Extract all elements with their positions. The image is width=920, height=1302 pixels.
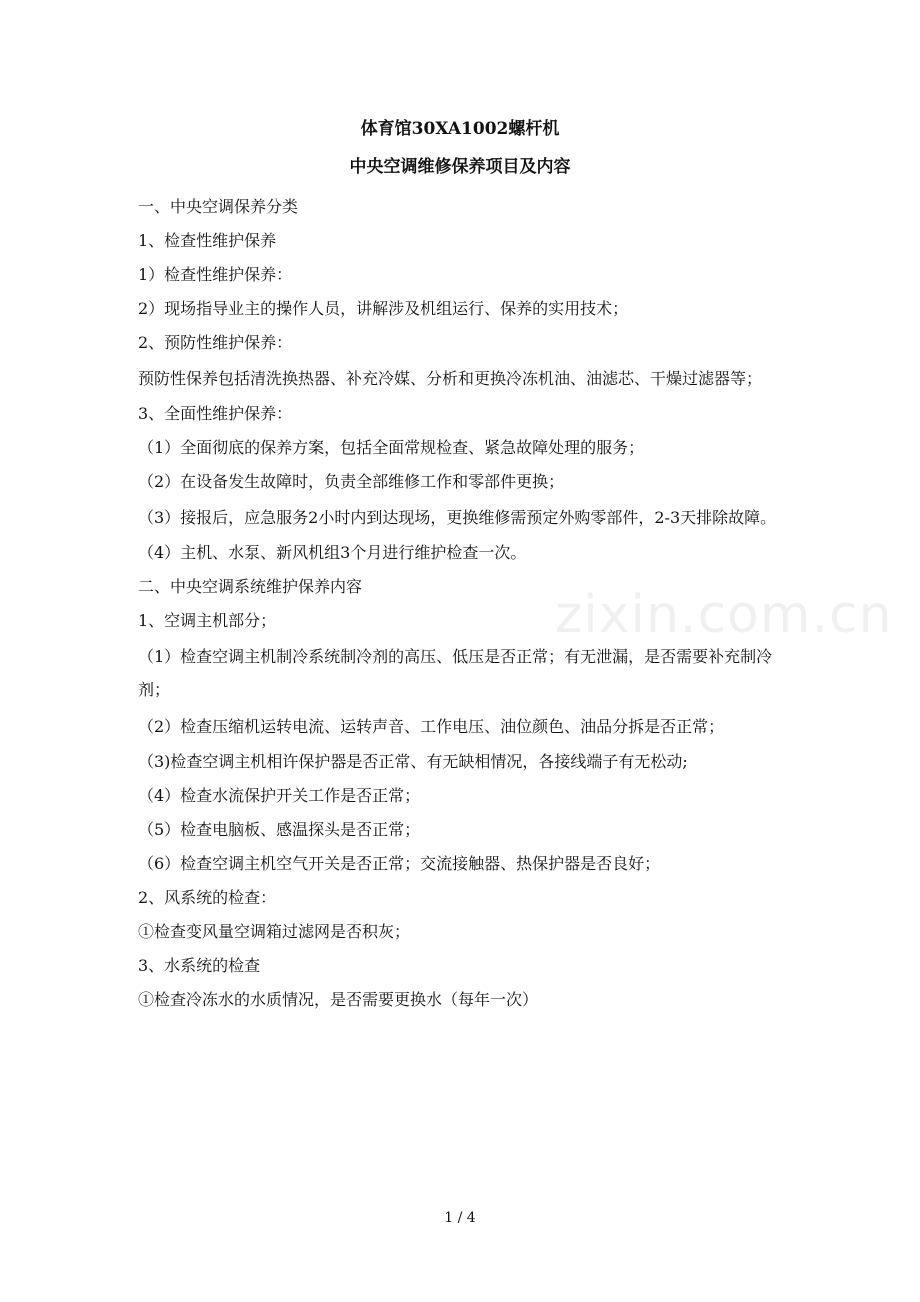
section-heading: 一、中央空调保养分类 <box>138 197 299 216</box>
subsection-heading: 1、检查性维护保养 <box>138 231 277 250</box>
page-number: 1 / 4 <box>444 1210 476 1226</box>
subsection-heading: 3、全面性维护保养： <box>138 404 293 423</box>
list-item: ①检查冷冻水的水质情况，是否需要更换水（每年一次） <box>138 990 539 1009</box>
document-body <box>138 190 783 1017</box>
subsection-heading: 2、预防性维护保养： <box>138 333 293 352</box>
list-item: （1）全面彻底的保养方案，包括全面常规检查、紧急故障处理的服务； <box>138 438 645 457</box>
list-item: （6）检查空调主机空气开关是否正常；交流接触器、热保护器是否良好； <box>138 854 661 873</box>
document-subtitle: 中央空调维修保养项目及内容 <box>349 157 571 177</box>
list-item: ①检查变风量空调箱过滤网是否积灰； <box>138 922 411 941</box>
list-item: （3)检查空调主机相许保护器是否正常、有无缺相情况，各接线端子有无松动; <box>138 752 688 771</box>
subsection-heading: 1、空调主机部分； <box>138 611 277 630</box>
list-item: （2）检查压缩机运转电流、运转声音、工作电压、油位颜色、油品分拆是否正常； <box>138 717 725 736</box>
paragraph: 1）检查性维护保养： <box>138 265 293 284</box>
paragraph: 预防性保养包括清洗换热器、补充冷媒、分析和更换冷冻机油、油滤芯、干燥过滤器等； <box>138 369 763 388</box>
list-item: （3）接报后，应急服务2小时内到达现场，更换维修需预定外购零部件，2-3天排除故障。 <box>138 508 777 527</box>
subsection-heading: 3、水系统的检查 <box>138 956 261 975</box>
subsection-heading: 2、风系统的检查： <box>138 888 277 907</box>
list-item: （2）在设备发生故障时，负责全部维修工作和零部件更换； <box>138 472 565 491</box>
document-title: 体育馆30XA1002螺杆机 <box>360 119 560 139</box>
list-item: （4）检查水流保护开关工作是否正常； <box>138 786 421 805</box>
list-item: （1）检查空调主机制冷系统制冷剂的高压、低压是否正常；有无泄漏，是否需要补充制冷剂； <box>138 647 773 699</box>
paragraph: 2）现场指导业主的操作人员，讲解涉及机组运行、保养的实用技术； <box>138 299 629 318</box>
list-item: （5）检查电脑板、感温探头是否正常； <box>138 820 421 839</box>
list-item: （4）主机、水泵、新风机组3个月进行维护检查一次。 <box>138 543 527 562</box>
watermark-text: zixin.com.cn <box>555 585 893 645</box>
section-heading: 二、中央空调系统维护保养内容 <box>138 577 363 596</box>
